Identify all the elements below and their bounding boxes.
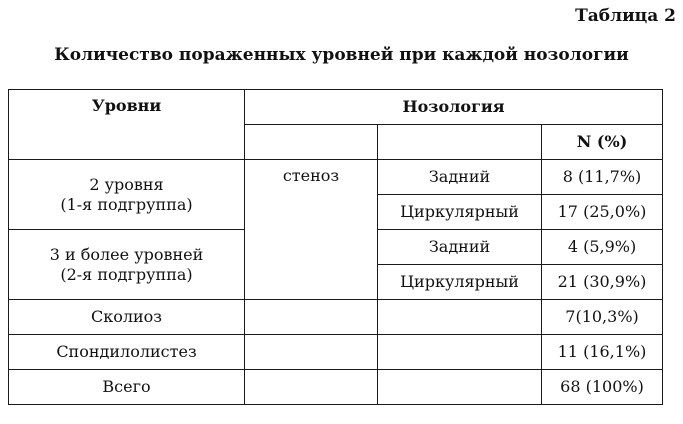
- group-1-label-line1: 2 уровня: [89, 174, 164, 194]
- table-row: [9, 335, 663, 370]
- table-row: [9, 160, 663, 195]
- scoliosis-empty-2: [378, 300, 542, 335]
- total-empty-1: [245, 370, 378, 405]
- group-2-label-line2: (2-я подгруппа): [60, 264, 193, 284]
- subheader-empty-2: [378, 125, 542, 160]
- total-empty-2: [378, 370, 542, 405]
- group-2-label-line1: 3 и более уровней: [49, 244, 204, 264]
- group-2-row-2-n: 21 (30,9%): [542, 265, 663, 300]
- group-2-row-2-type: Циркулярный: [378, 265, 542, 300]
- spondylolisthesis-empty-1: [245, 335, 378, 370]
- spondylolisthesis-n: 11 (16,1%): [542, 335, 663, 370]
- scoliosis-label: Сколиоз: [9, 300, 245, 335]
- total-label: Всего: [9, 370, 245, 405]
- table-row: [9, 370, 663, 405]
- header-row: [9, 90, 663, 125]
- spondylolisthesis-label: Спондилолистез: [9, 335, 245, 370]
- scoliosis-n: 7(10,3%): [542, 300, 663, 335]
- group-1-label-line2: (1-я подгруппа): [60, 194, 193, 214]
- group-2-row-1-type: Задний: [378, 230, 542, 265]
- header-levels: Уровни: [9, 90, 245, 160]
- group-1-row-2-n: 17 (25,0%): [542, 195, 663, 230]
- group-2-label: [9, 230, 245, 300]
- header-nosology: Нозология: [245, 90, 663, 125]
- table-caption: Количество пораженных уровней при каждой нозологии: [54, 45, 629, 65]
- table-number-label: Таблица 2: [575, 6, 676, 26]
- group-1-label: [9, 160, 245, 230]
- group-1-row-1-n: 8 (11,7%): [542, 160, 663, 195]
- group-1-row-2-type: Циркулярный: [378, 195, 542, 230]
- total-n: 68 (100%): [542, 370, 663, 405]
- group-2-row-1-n: 4 (5,9%): [542, 230, 663, 265]
- scoliosis-empty-1: [245, 300, 378, 335]
- table-row: [9, 300, 663, 335]
- spondylolisthesis-empty-2: [378, 335, 542, 370]
- header-n-percent: N (%): [542, 125, 663, 160]
- group-1-row-1-type: Задний: [378, 160, 542, 195]
- subheader-empty-1: [245, 125, 378, 160]
- nosology-table: [8, 89, 663, 405]
- stenosis-cell: стеноз: [245, 160, 378, 300]
